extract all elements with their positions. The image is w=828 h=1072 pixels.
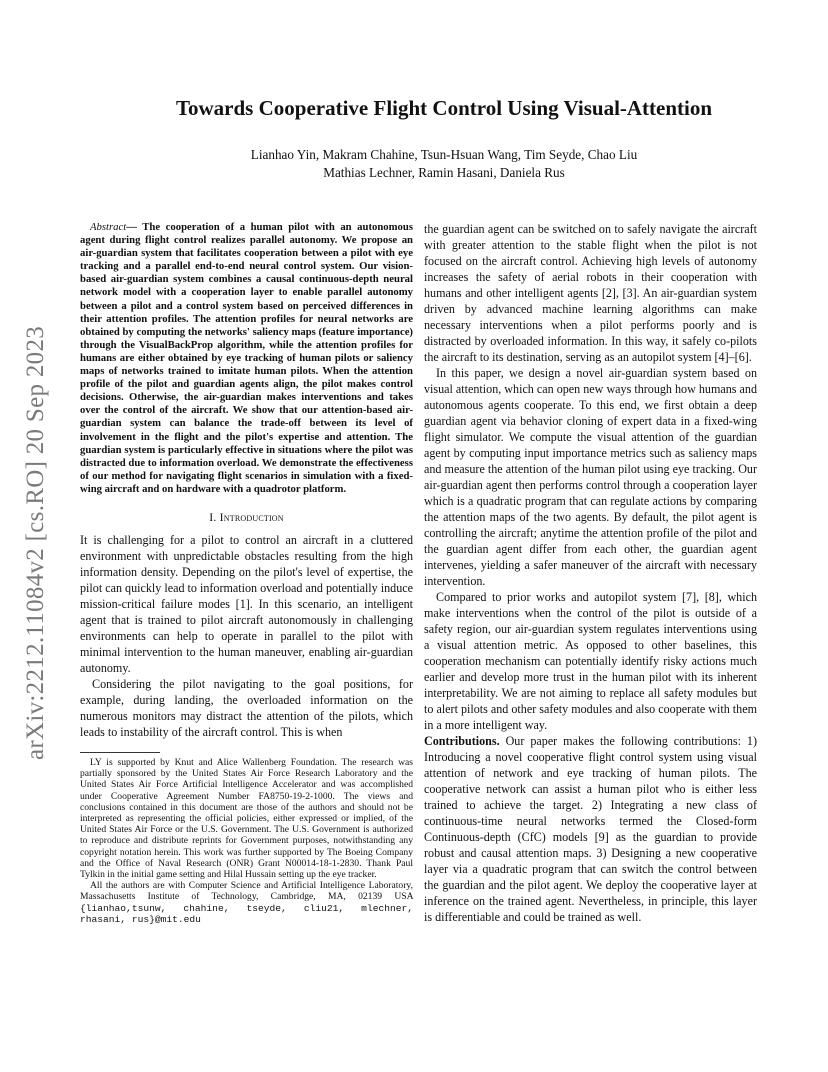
abstract [80,221,413,496]
contributions-text: Our paper makes the following contributions: 1) Introducing a novel cooperative flight control system using visual attention of network and eye tracking of human pilots. The cooperative network can assist a human pilot who is either less trained to achieve the target. 2) Integrating a new class of continuous-time neural networks termed the Closed-form Continuous-depth (CfC) models [9] as the guardian to provide robust and causal attention maps. 3) Designing a new cooperative layer via a quadratic program that can switch the control between the guardian and the pilot agent. We deploy the cooperative layer at inference on the trained agent. Nevertheless, in principle, this layer is differentiable and could be trained as well. [424,734,757,924]
footnote-divider [80,752,160,753]
intro-paragraph-2: Considering the pilot navigating to the goal positions, for example, during landing, the overloaded information on the numerous monitors may distract the attention of the pilots, which leads to instability of the aircraft control. This is when [80,676,413,739]
footnote-affiliation [80,880,413,925]
right-paragraph-1: the guardian agent can be switched on to safely navigate the aircraft with greater attention to the stable flight when the pilot is not focused on the aircraft control. Achieving high levels of autonomy increases the safety of aerial robots in their cooperation with humans and other intelligent agents [2], [3]. An air-guardian system driven by advanced machine learning algorithms can make necessary interventions when a pilot performs poorly and is distracted by overloaded information. In this way, it safely co-pilots the aircraft to its destination, serving as an autopilot system [4]–[6]. [424,222,757,364]
affiliation-text: All the authors are with Computer Science and Artificial Intelligence Laboratory, Massachusetts Institute of Technology, Cambridge, MA, 02139 USA [80,880,413,903]
paper-title: Towards Cooperative Flight Control Using Visual-Attention [175,96,713,120]
author-list [60,146,828,182]
right-paragraph-2: In this paper, we design a novel air-guardian system based on visual attention, which can open new ways through how humans and autonomous agents cooperate. To this end, we first obtain a deep guardian agent via behavior cloning of expert data in a fixed-wing flight simulator. We compute the visual attention of the guardian agent by computing input importance metrics such as saliency maps and measure the attention of the human pilot using eye tracking. Our air-guardian agent then performs control through a cooperation layer which is a quadratic program that can regulate actions by comparing the attention maps of the two agents. By default, the pilot agent is controlling the aircraft; anytime the attention profile of the pilot and the guardian agent differ from each other, the guardian agent intervenes, yielding a safer maneuver of the aircraft with necessary intervention. [424,366,757,588]
right-paragraph-3: Compared to prior works and autopilot system [7], [8], which make interventions when the control of the pilot is outside of a safety region, our air-guardian system regulates interventions using a visual attention metric. As opposed to other baselines, this cooperation mechanism can potentially identify risky actions much earlier and develop more trust in the human pilot with its inherent interpretability. We are not aiming to replace all safety modules but to alert pilots and other safety modules and also cooperate with them in a more intelligent way. [424,590,757,732]
intro-paragraph-1: It is challenging for a pilot to control an aircraft in a cluttered environment with unpredictable obstacles resulting from the high information density. Depending on the pilot's level of expertise, the pilot can quickly lead to information overload and potentially induce mission-critical failure modes [1]. In this scenario, an intelligent agent that is trained to pilot aircraft autonomously in challenging environments can help to operate in parallel to the pilot with minimal intervention to the human maneuver, enabling air-guardian autonomy. [80,532,413,675]
abstract-text: The cooperation of a human pilot with an autonomous agent during flight control realizes parallel autonomy. We propose an air-guardian system that facilitates cooperation between a pilot with eye tracking and a parallel end-to-end neural control system. Our vision-based air-guardian system combines a causal continuous-depth neural network model with a cooperation layer to enable parallel autonomy between a pilot and a control system based on perceived differences in their attention profiles. The attention profiles for neural networks are obtained by computing the networks' saliency maps (feature importance) through the VisualBackProp algorithm, while the attention profiles for humans are either obtained by eye tracking of human pilots or saliency maps of networks trained to imitate human pilots. When the attention profile of the pilot and guardian agents align, the pilot makes control decisions. Otherwise, the air-guardian makes interventions and takes over the control of the aircraft. We show that our attention-based air-guardian system can balance the trade-off between its level of involvement in the flight and the pilot's expertise and attention. The guardian system is particularly effective in situations where the pilot was distracted due to information overload. We demonstrate the effectiveness of our method for navigating flight scenarios in simulation with a fixed-wing aircraft and on hardware with a quadrotor platform. [80,221,413,495]
left-column [80,221,413,925]
right-column [424,221,757,925]
contributions-paragraph [424,733,757,925]
section-heading-introduction: I. Introduction [209,509,284,524]
footnote-funding: LY is supported by Knut and Alice Wallenberg Foundation. The research was partially sponsored by the United States Air Force Research Laboratory and the United States Air Force Artificial Intelligence Accelerator and was accomplished under Cooperative Agreement Number FA8750-19-2-1000. The views and conclusions contained in this document are those of the authors and should not be interpreted as representing the official policies, either expressed or implied, of the United States Air Force or the U.S. Government. The U.S. Government is authorized to reproduce and distribute reprints for Government purposes, notwithstanding any copyright notation herein. This work was further supported by The Boeing Company and the Office of Naval Research (ONR) Grant N00014-18-1-2830. Thank Paul Tylkin in the initial game setting and Hilal Hussain setting up the eye tracker. [80,756,413,880]
email-domain: @mit.edu [154,913,201,925]
arxiv-identifier: arXiv:2212.11084v2 [cs.RO] 20 Sep 2023 [22,325,49,760]
author-emails: {lianhao,tsunw, chahine, tseyde, cliu21, mlechner, rhasani, rus} [80,902,413,925]
contributions-label: Contributions. [424,734,500,748]
author-line-1: Lianhao Yin, Makram Chahine, Tsun-Hsuan Wang, Tim Seyde, Chao Liu [250,147,638,162]
abstract-dash: — [126,221,143,233]
abstract-label: Abstract [90,221,127,233]
author-line-2: Mathias Lechner, Ramin Hasani, Daniela Rus [323,165,565,180]
